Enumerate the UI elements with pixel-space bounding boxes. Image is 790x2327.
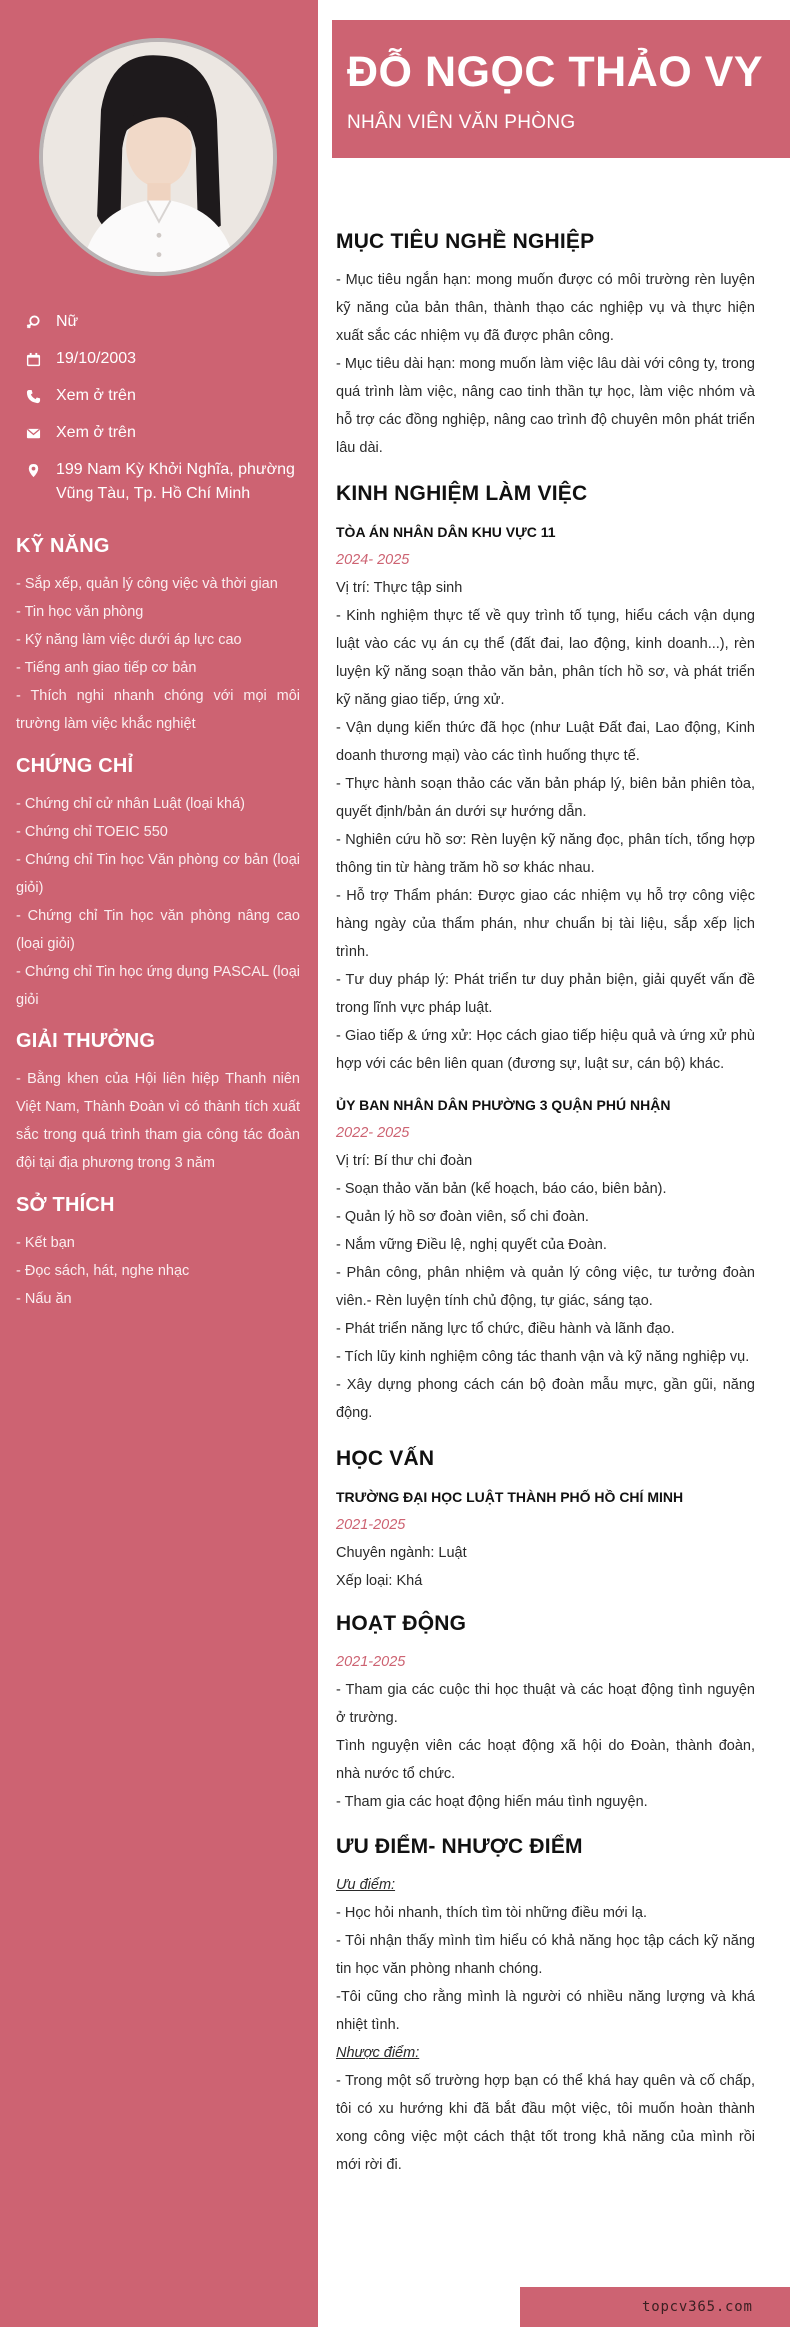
job-period: 2022- 2025 — [336, 1125, 410, 1141]
footer-watermark — [520, 2287, 790, 2327]
job-line: - Tư duy pháp lý: Phát triển tư duy phản biện, giải quyết vấn đề trong lĩnh vực pháp luật. — [336, 972, 755, 1016]
skill-item: - Kỹ năng làm việc dưới áp lực cao — [16, 632, 242, 648]
profile-photo — [43, 42, 273, 272]
calendar-icon — [26, 347, 50, 371]
contact-address — [26, 458, 306, 506]
cons-label: Nhược điểm: — [336, 2045, 420, 2061]
certificate-item: - Chứng chỉ cử nhân Luật (loại khá) — [16, 796, 245, 812]
strengths-title: ƯU ĐIỂM- NHƯỢC ĐIỂM — [336, 1835, 583, 1858]
job-line: - Soạn thảo văn bản (kế hoạch, báo cáo, biên bản). — [336, 1181, 667, 1197]
pros-line: -Tôi cũng cho rằng mình là người có nhiều năng lượng và khá nhiệt tình. — [336, 1989, 755, 2033]
certificate-item: - Chứng chỉ Tin học ứng dụng PASCAL (loại giỏi — [16, 964, 300, 1008]
awards-section — [16, 1030, 300, 1177]
address-text: 199 Nam Kỳ Khởi Nghĩa, phường Vũng Tàu, Tp. Hồ Chí Minh — [56, 461, 295, 502]
pros-line: - Học hỏi nhanh, thích tìm tòi những điều mới lạ. — [336, 1905, 647, 1921]
education-rank: Xếp loại: Khá — [336, 1573, 423, 1589]
sidebar — [0, 0, 318, 2327]
education-title: HỌC VẤN — [336, 1447, 435, 1470]
job-line: Vị trí: Bí thư chi đoàn — [336, 1153, 473, 1169]
skills-title: KỸ NĂNG — [16, 535, 110, 557]
certificates-section — [16, 755, 300, 1014]
objective-section — [336, 230, 755, 462]
hobby-item: - Đọc sách, hát, nghe nhạc — [16, 1263, 190, 1279]
certificate-item: - Chứng chỉ Tin học văn phòng nâng cao (loại giỏi) — [16, 908, 300, 952]
award-item: - Bằng khen của Hội liên hiệp Thanh niên Việt Nam, Thành Đoàn vì có thành tích xuất sắc trong quá trình tham gia công tác đoàn đội tại địa phương trong 3 năm — [16, 1071, 300, 1171]
job-org: ỦY BAN NHÂN DÂN PHƯỜNG 3 QUẬN PHÚ NHẬN — [336, 1097, 671, 1113]
full-name: ĐỖ NGỌC THẢO VY — [347, 48, 764, 96]
hobby-item: - Nấu ăn — [16, 1291, 72, 1307]
education-section — [336, 1447, 755, 1595]
job-line: - Vận dụng kiến thức đã học (như Luật Đất đai, Lao động, Kinh doanh thương mại) vào các tình huống thực tế. — [336, 720, 755, 764]
job-title: NHÂN VIÊN VĂN PHÒNG — [347, 112, 576, 133]
certificate-item: - Chứng chỉ TOEIC 550 — [16, 824, 168, 840]
location-icon — [26, 458, 50, 482]
avatar — [39, 38, 277, 276]
name-header — [332, 20, 790, 158]
job-line: - Thực hành soạn thảo các văn bản pháp lý, biên bản phiên tòa, quyết định/bản án dưới sự hướng dẫn. — [336, 776, 755, 820]
job-line: - Giao tiếp & ứng xử: Học cách giao tiếp hiệu quả và ứng xử phù hợp với các bên liên quan (đương sự, luật sư, cán bộ) khác. — [336, 1028, 755, 1072]
school-name: TRƯỜNG ĐẠI HỌC LUẬT THÀNH PHỐ HỒ CHÍ MINH — [336, 1489, 684, 1505]
email-icon — [26, 421, 50, 445]
objective-item: - Mục tiêu ngắn hạn: mong muốn được có môi trường rèn luyện kỹ năng của bản thân, thành thạo các nghiệp vụ và thực hiện xuất sắc các nhiệm vụ đã được phân công. — [336, 272, 755, 344]
activities-period: 2021-2025 — [336, 1654, 406, 1670]
email-text: Xem ở trên — [56, 424, 136, 441]
certificates-title: CHỨNG CHỈ — [16, 755, 134, 777]
job-line: - Kinh nghiệm thực tế về quy trình tố tụng, hiểu cách vận dụng luật vào các vụ án cụ thể (đất đai, lao động, kinh doanh...), rèn luyện kỹ năng soạn thảo văn bản, phân tích hồ sơ, và phát triển kỹ năng giao tiếp, ứng xử. — [336, 608, 755, 708]
job-line: - Quản lý hồ sơ đoàn viên, sổ chi đoàn. — [336, 1209, 589, 1225]
phone-text: Xem ở trên — [56, 387, 136, 404]
skill-item: - Tiếng anh giao tiếp cơ bản — [16, 660, 197, 676]
job-line: Vị trí: Thực tập sinh — [336, 580, 463, 596]
experience-job-2 — [336, 1091, 755, 1427]
skill-item: - Sắp xếp, quản lý công việc và thời gian — [16, 576, 278, 592]
activity-line: Tình nguyện viên các hoạt động xã hội do Đoàn, thành đoàn, nhà nước tổ chức. — [336, 1738, 755, 1782]
contact-gender — [26, 310, 306, 334]
education-major: Chuyên ngành: Luật — [336, 1545, 467, 1561]
activity-line: - Tham gia các cuộc thi học thuật và các hoạt động tình nguyện ở trường. — [336, 1682, 755, 1726]
experience-title: KINH NGHIỆM LÀM VIỆC — [336, 482, 588, 505]
skill-item: - Tin học văn phòng — [16, 604, 144, 620]
contact-birthday — [26, 347, 306, 371]
hobbies-section — [16, 1194, 300, 1313]
job-line: - Hỗ trợ Thẩm phán: Được giao các nhiệm vụ hỗ trợ công việc hàng ngày của thẩm phán, như chuẩn bị tài liệu, sắp xếp lịch trình. — [336, 888, 755, 960]
objective-item: - Mục tiêu dài hạn: mong muốn làm việc lâu dài với công ty, trong quá trình làm việc, nâng cao tinh thần tự học, làm việc nhóm và hỗ trợ các đồng nghiệp, nâng cao trình độ chuyên môn phát triển lâu dài. — [336, 356, 755, 456]
activities-title: HOẠT ĐỘNG — [336, 1612, 467, 1635]
cons-line: - Trong một số trường hợp bạn có thể khá hay quên và cố chấp, tôi có xu hướng khi đã bắt đầu một việc, tôi muốn hoàn thành xong công việc một cách thật tốt trong khả năng của mình rồi mới rời đi. — [336, 2073, 755, 2173]
job-line: - Nghiên cứu hồ sơ: Rèn luyện kỹ năng đọc, phân tích, tổng hợp thông tin từ hàng trăm hồ sơ khác nhau. — [336, 832, 755, 876]
gender-text: Nữ — [56, 313, 79, 330]
experience-section — [336, 482, 755, 1078]
skill-item: - Thích nghi nhanh chóng với mọi môi trường làm việc khắc nghiệt — [16, 688, 300, 732]
activity-line: - Tham gia các hoạt động hiến máu tình nguyện. — [336, 1794, 648, 1810]
hobbies-title: SỞ THÍCH — [16, 1194, 115, 1216]
hobby-item: - Kết bạn — [16, 1235, 75, 1251]
certificate-item: - Chứng chỉ Tin học Văn phòng cơ bản (loại giỏi) — [16, 852, 300, 896]
job-line: - Tích lũy kinh nghiệm công tác thanh vận và kỹ năng nghiệp vụ. — [336, 1349, 750, 1365]
contact-info — [26, 310, 306, 519]
activities-section — [336, 1612, 755, 1816]
job-line: - Xây dựng phong cách cán bộ đoàn mẫu mực, gần gũi, năng động. — [336, 1377, 755, 1421]
job-line: - Phát triển năng lực tổ chức, điều hành và lãnh đạo. — [336, 1321, 675, 1337]
gender-icon — [26, 310, 50, 334]
contact-email — [26, 421, 306, 445]
phone-icon — [26, 384, 50, 408]
job-period: 2024- 2025 — [336, 552, 410, 568]
pros-label: Ưu điểm: — [336, 1877, 396, 1893]
education-period: 2021-2025 — [336, 1517, 406, 1533]
objective-title: MỤC TIÊU NGHỀ NGHIỆP — [336, 230, 595, 253]
job-line: - Phân công, phân nhiệm và quản lý công việc, tư tưởng đoàn viên.- Rèn luyện tính chủ động, tự giác, sáng tạo. — [336, 1265, 755, 1309]
birthday-text: 19/10/2003 — [56, 350, 137, 367]
strengths-section — [336, 1835, 755, 2179]
job-org: TÒA ÁN NHÂN DÂN KHU VỰC 11 — [336, 524, 556, 540]
skills-section — [16, 535, 300, 738]
watermark-text: topcv365.com — [642, 2299, 753, 2315]
pros-line: - Tôi nhận thấy mình tìm hiểu có khả năng học tập cách kỹ năng tin học văn phòng nhanh chóng. — [336, 1933, 755, 1977]
awards-title: GIẢI THƯỞNG — [16, 1030, 156, 1052]
contact-phone — [26, 384, 306, 408]
job-line: - Nắm vững Điều lệ, nghị quyết của Đoàn. — [336, 1237, 607, 1253]
